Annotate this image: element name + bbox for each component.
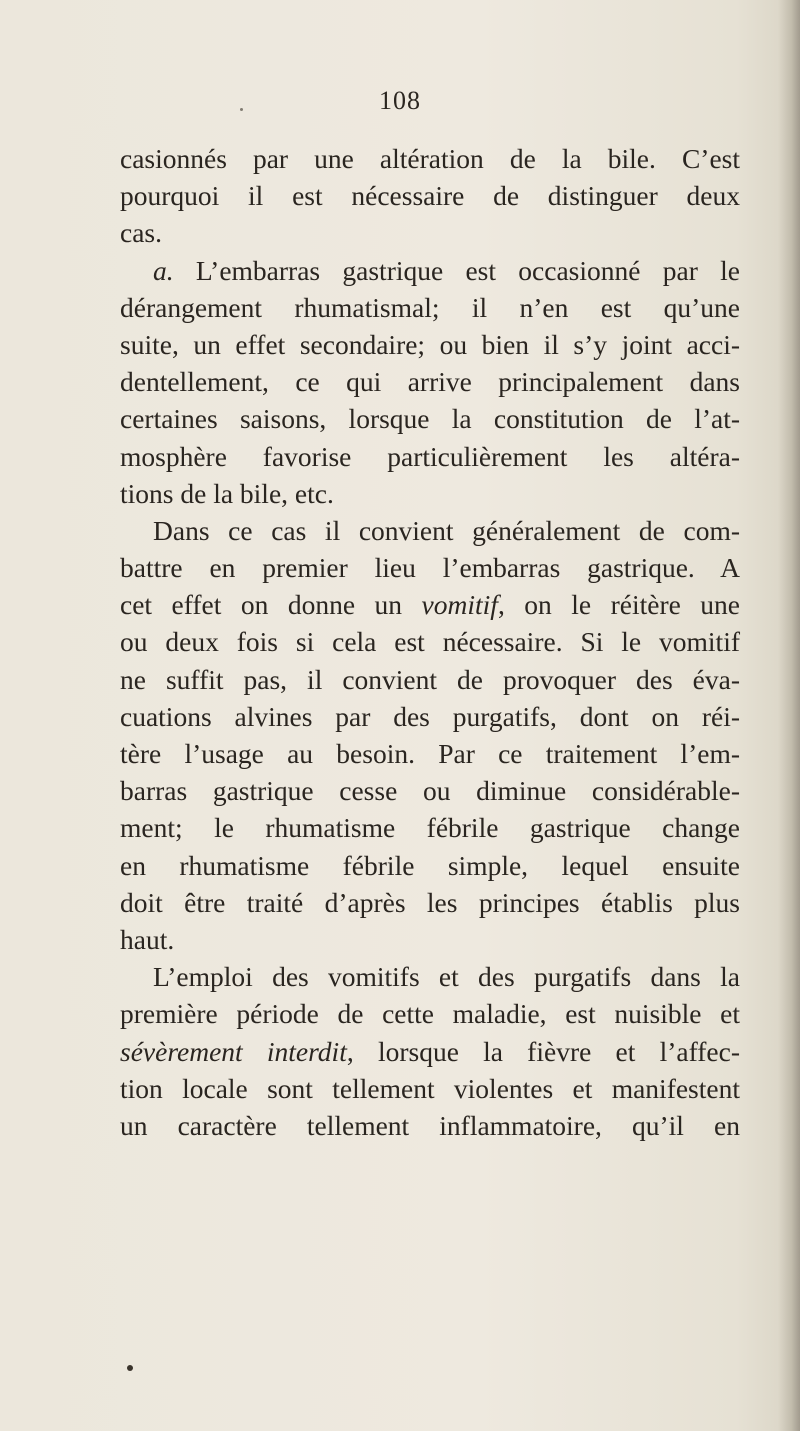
page-number: 108 <box>379 86 421 115</box>
section-marker: a. <box>153 254 174 286</box>
text-line: haut. <box>120 923 175 955</box>
text-line: mosphère favorise particulièrement les altéra- <box>120 440 740 472</box>
text-line: ment; le rhumatisme fébrile gastrique change <box>120 812 740 844</box>
italic-term: sévèrement interdit <box>120 1035 347 1067</box>
text-line: certaines saisons, lorsque la constitution de l’at- <box>120 403 740 435</box>
text-line: tion locale sont tellement violentes et manifestent <box>120 1072 740 1104</box>
text-line: L’emploi des vomitifs et des purgatifs dans la <box>153 961 740 993</box>
italic-term: vomitif <box>421 589 498 621</box>
ink-speck <box>240 108 243 111</box>
text-line: suite, un effet secondaire; ou bien il s’y joint acci- <box>120 328 740 360</box>
text-line: barras gastrique cesse ou diminue considérable- <box>120 775 740 807</box>
body-text <box>120 140 740 1144</box>
text-line: cet effet on donne un vomitif, on le réitère une <box>120 589 741 621</box>
text-line: un caractère tellement inflammatoire, qu’il en <box>120 1109 740 1141</box>
text-line: en rhumatisme fébrile simple, lequel ensuite <box>120 849 740 881</box>
text-line: doit être traité d’après les principes établis plus <box>120 886 740 918</box>
text-line: a. L’embarras gastrique est occasionné par le <box>153 254 740 286</box>
text-line: dentellement, ce qui arrive principalement dans <box>120 366 740 398</box>
text-line: sévèrement interdit, lorsque la fièvre et l’affec- <box>120 1035 740 1067</box>
text-line: battre en premier lieu l’embarras gastrique. A <box>120 552 740 584</box>
text-line: première période de cette maladie, est nuisible et <box>120 998 740 1030</box>
text-line: tions de la bile, etc. <box>120 477 334 509</box>
text-line: ou deux fois si cela est nécessaire. Si le vomitif <box>120 626 740 658</box>
text-line: pourquoi il est nécessaire de distinguer deux <box>120 180 740 212</box>
text-line: tère l’usage au besoin. Par ce traitement l’em- <box>120 738 740 769</box>
page-edge-shadow <box>778 0 800 1431</box>
text-line: Dans ce cas il convient généralement de com- <box>153 514 740 546</box>
text-line: cuations alvines par des purgatifs, dont on réi- <box>120 700 740 732</box>
text-line: dérangement rhumatismal; il n’en est qu’une <box>120 291 740 323</box>
text-line: casionnés par une altération de la bile. C’est <box>120 143 740 174</box>
ink-speck <box>127 1365 133 1371</box>
text-line: cas. <box>120 217 162 249</box>
text-line: ne suffit pas, il convient de provoquer des éva- <box>120 663 740 695</box>
